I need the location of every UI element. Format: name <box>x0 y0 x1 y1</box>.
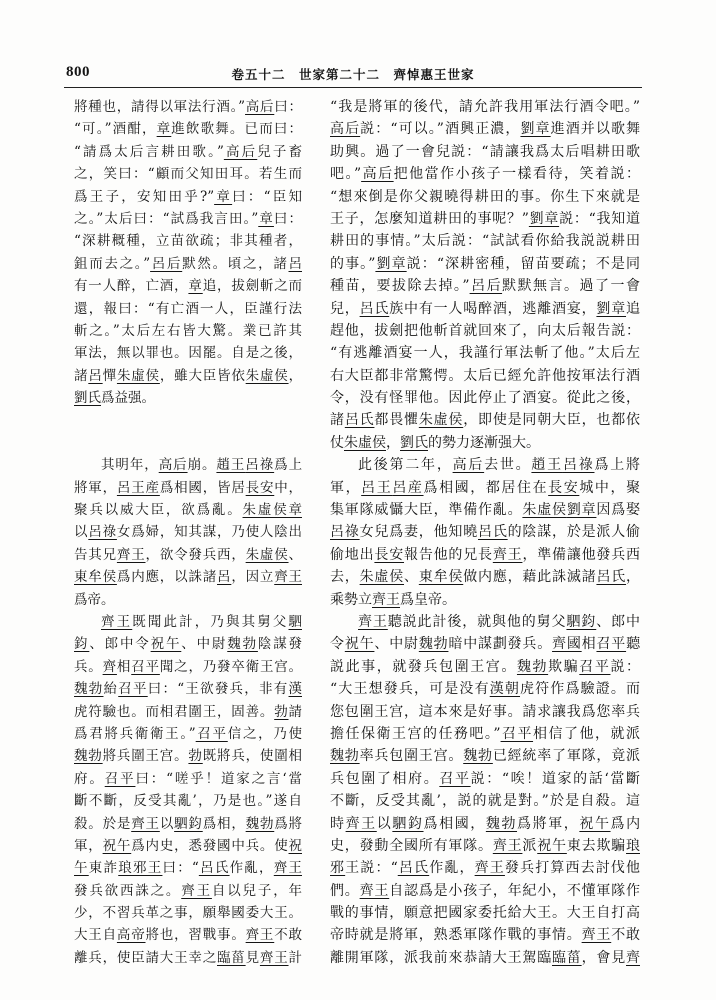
proper-name-underline: 呂后 <box>150 255 183 272</box>
classical-line: 府。召平曰：“嗟乎！道家之言‘當 <box>74 770 302 787</box>
header-rule <box>64 87 642 88</box>
translation-line: 王子，怎麼知道耕田的事呢？”劉章説：“我知道 <box>330 210 640 227</box>
proper-name-underline: 呂氏 <box>359 300 390 317</box>
classical-paragraph <box>74 454 302 611</box>
proper-name-underline: 召平 <box>195 725 228 742</box>
proper-name-underline: 齊王 <box>474 860 505 877</box>
proper-name-underline: 駟鈞 <box>174 815 203 832</box>
proper-name-underline: 高后 <box>330 121 361 138</box>
translation-line: 吧。”高后把他當作小孩子一樣看待，笑着説： <box>330 166 640 183</box>
proper-name-underline: 呂氏 <box>478 524 508 541</box>
classical-line: 鈞、郎中令祝午、中尉魏勃陰謀發 <box>74 636 302 653</box>
proper-name-underline: 呂后 <box>469 278 503 295</box>
proper-name-underline: 呂王 <box>361 479 393 496</box>
proper-name-underline: 朱虛侯 <box>245 367 289 384</box>
proper-name-underline: 勃 <box>188 748 203 765</box>
proper-name-underline: 召平 <box>118 681 148 698</box>
proper-name-underline: 長安 <box>548 479 580 496</box>
proper-name-underline: 祝午 <box>579 815 611 832</box>
classical-line: 大王自高帝將也，習戰事。齊王不敢 <box>74 927 302 944</box>
classical-line: 聚兵以威大臣，欲爲亂。朱虛侯章 <box>74 502 302 519</box>
translation-line: 擔任保衛王宫的任務吧。”召平相信了他，就派 <box>330 725 640 742</box>
translation-line: 離開軍隊，派我前來恭請大王駕臨臨菑，會見齊 <box>330 949 640 966</box>
classical-line: 爲帝。 <box>74 591 115 608</box>
proper-name-underline: 呂氏 <box>198 860 230 877</box>
proper-name-underline: 齊王 <box>492 837 523 854</box>
proper-name-underline: 齊王 <box>358 613 388 630</box>
proper-name-underline: 章 <box>288 502 302 519</box>
translation-line: 齊王聽説此計後，就與他的舅父駟鈞、郎中 <box>358 613 640 630</box>
translation-line: 趕他，拔劍把他斬首就回來了，向太后報告説： <box>330 322 640 339</box>
classical-line: 兵。齊相召平聞之，乃發卒衛王宫。 <box>74 658 302 675</box>
classical-line: 午東詐琅邪王曰：“呂氏作亂，齊王 <box>74 860 302 877</box>
translation-line: 史，發動全國所有軍隊。齊王派祝午東去欺騙琅 <box>330 837 640 854</box>
proper-name-underline: 劉章 <box>375 255 407 272</box>
classical-line: 將種也，請得以軍法行酒。”高后曰： <box>74 99 302 115</box>
proper-name-underline: 臨菑 <box>217 949 246 966</box>
translation-line: 您包圍王宫，這本來是好事。請求讓我爲您率兵 <box>330 703 640 720</box>
classical-paragraph <box>74 611 302 969</box>
proper-name-underline: 朱虛侯 <box>418 412 464 429</box>
running-title: 卷五十二 世家第二十二 齊悼惠王世家 <box>231 67 475 82</box>
proper-name-underline: 駟鈞 <box>566 613 597 630</box>
classical-line: 有一人醉，亡酒，章追，拔劍斬之而 <box>74 278 302 295</box>
translation-line: “有逃離酒宴一人，我謹行軍法斬了他。”太后左 <box>330 345 640 362</box>
proper-name-underline: 朱虛侯 <box>116 367 160 384</box>
classical-line: 虎符驗也。而相君圍王，固善。勃請 <box>74 703 302 720</box>
proper-name-underline: 呂祿 <box>88 524 117 541</box>
proper-name-underline: 長安 <box>245 479 275 496</box>
translation-line: 仗朱虛侯，劉氏的勢力逐漸强大。 <box>330 434 540 451</box>
translation-line: 此後第二年，高后去世。趙王呂祿爲上將 <box>358 457 640 474</box>
proper-name-underline: 勃 <box>274 703 289 720</box>
proper-name-underline: 高帝 <box>116 927 146 944</box>
proper-name-underline: 魏勃 <box>485 815 518 832</box>
proper-name-underline: 漢 <box>288 681 302 698</box>
proper-name-underline: 朱虛侯 <box>522 502 567 519</box>
translation-line: 兒，呂氏族中有一人喝醉酒，逃離酒宴，劉章追 <box>330 300 640 317</box>
classical-line: 鉏而去之。”呂后默然。頃之，諸呂 <box>74 255 302 272</box>
proper-name-underline: 高后 <box>452 457 485 474</box>
classical-paragraph <box>74 96 302 409</box>
proper-name-underline: 呂 <box>88 367 103 384</box>
translation-line: “大王想發兵，可是没有漢朝虎符作爲驗證。而 <box>330 681 640 698</box>
classical-line: 爲君將兵衛衛王。”召平信之，乃使 <box>74 725 302 742</box>
proper-name-underline: 齊王 <box>259 949 289 966</box>
proper-name-underline: 齊 <box>626 949 640 966</box>
translation-paragraph <box>330 96 640 454</box>
proper-name-underline: 齊王 <box>116 546 146 563</box>
proper-name-underline: 召平 <box>500 725 534 742</box>
translation-line: 耕田的事情。”太后説：“試試看你給我説説耕田 <box>330 233 640 250</box>
classical-line: 爲王子，安知田乎?”章曰：“臣知 <box>74 188 302 205</box>
proper-name-underline: 齊 <box>102 658 117 675</box>
proper-name-underline: 祝午 <box>537 837 567 854</box>
proper-name-underline: 長安 <box>374 546 405 563</box>
classical-line: 殺。於是齊王以駟鈞爲相，魏勃爲將 <box>74 815 302 832</box>
proper-name-underline: 齊國 <box>552 636 582 653</box>
proper-name-underline: 劉章 <box>596 300 627 317</box>
classical-line: “可。”酒酣，章進飲歌舞。已而曰： <box>74 121 302 138</box>
proper-name-underline: 呂氏 <box>596 569 627 586</box>
proper-name-underline: 齊王 <box>101 613 133 630</box>
translation-paragraph <box>330 454 640 611</box>
classical-line: 還，報曰：“有亡酒一人，臣謹行法 <box>74 300 302 317</box>
proper-name-underline: 劉章 <box>528 210 560 227</box>
translation-line: 諸呂氏都畏懼朱虛侯，即使是同朝大臣，也都依 <box>330 412 640 429</box>
proper-name-underline: 魏勃 <box>227 636 258 653</box>
proper-name-underline: 劉章 <box>520 121 551 138</box>
translation-line: 去，朱虛侯、東牟侯做内應，藉此誅滅諸呂氏， <box>330 569 640 586</box>
proper-name-underline: 駟鈞 <box>392 815 424 832</box>
proper-name-underline: 齊王 <box>372 591 400 608</box>
page-number: 800 <box>66 64 90 80</box>
classical-line: “深耕穊種，立苗欲疏；非其種者， <box>74 233 302 250</box>
classical-line: 其明年，高后崩。趙王呂祿爲上 <box>101 457 302 474</box>
proper-name-underline: 東牟侯 <box>418 569 464 586</box>
proper-name-underline: 魏勃 <box>74 748 103 765</box>
translation-line: 邪王説：“呂氏作亂，齊王發兵打算西去討伐他 <box>330 860 640 877</box>
classical-line: 之，笑曰：“顧而父知田耳。若生而 <box>74 166 302 183</box>
proper-name-underline: 朱虛侯 <box>344 434 386 451</box>
proper-name-underline: 産 <box>145 479 160 496</box>
proper-name-underline: 朱虛侯 <box>245 546 289 563</box>
proper-name-underline: 趙王 <box>531 457 563 474</box>
translation-line: 帝時就是將軍，熟悉軍隊作戰的事情。齊王不敢 <box>330 927 640 944</box>
proper-name-underline: 趙王 <box>216 457 246 474</box>
translation-line: 時齊王以駟鈞爲相國，魏勃爲將軍，祝午爲内 <box>330 815 640 832</box>
proper-name-underline: 午 <box>74 860 89 877</box>
proper-name-underline: 琅 <box>626 837 640 854</box>
classical-line: 齊王既聞此計，乃與其舅父駟 <box>101 613 302 630</box>
proper-name-underline: 章 <box>188 278 203 295</box>
classical-line: 軍，祝午爲内史，悉發國中兵。使祝 <box>74 837 302 854</box>
proper-name-underline: 齊王 <box>359 882 390 899</box>
proper-name-underline: 高后 <box>158 457 188 474</box>
classical-line: 諸呂憚朱虛侯，雖大臣皆依朱虛侯， <box>74 367 302 384</box>
translation-line: 偷地出長安報告他的兄長齊王，準備讓他發兵西 <box>330 546 640 563</box>
proper-name-underline: 齊王 <box>274 569 302 586</box>
translation-paragraph <box>330 611 640 969</box>
proper-name-underline: 齊王 <box>131 815 160 832</box>
proper-name-underline: 劉氏 <box>74 390 101 407</box>
translation-line: 説此事，就發兵包圍王宫。魏勃欺騙召平説： <box>330 658 640 675</box>
proper-name-underline: 琅邪王 <box>118 860 163 877</box>
translation-line: 集軍隊威懾大臣，準備作亂。朱虛侯劉章因爲娶 <box>330 502 640 519</box>
translation-line: 右大臣都非常驚愕。太后已經允許他按軍法行酒 <box>330 367 640 384</box>
proper-name-underline: 朱虛侯 <box>359 569 405 586</box>
proper-name-underline: 高后 <box>223 143 258 160</box>
proper-name-underline: 臨菑 <box>552 949 582 966</box>
proper-name-underline: 東牟侯 <box>74 569 117 586</box>
proper-name-underline: 朱虛侯 <box>242 502 289 519</box>
classical-line: 將軍，呂王産爲相國，皆居長安中， <box>74 479 302 496</box>
proper-name-underline: 魏勃 <box>245 815 275 832</box>
classical-line: 告其兄齊王，欲令發兵西，朱虛侯、 <box>74 546 302 563</box>
proper-name-underline: 齊王 <box>245 927 275 944</box>
proper-name-underline: 劉氏 <box>400 434 428 451</box>
proper-name-underline: 呂氏 <box>397 860 430 877</box>
classical-line: 斷不斷，反受其亂’，乃是也。”遂自 <box>74 793 302 810</box>
proper-name-underline: 呂祿 <box>330 524 360 541</box>
classical-line: 之。”太后曰：“試爲我言田。”章曰： <box>74 210 302 227</box>
translation-line: 乘勢立齊王爲皇帝。 <box>330 591 456 608</box>
classical-line: 軍法，無以罪也。因罷。自是之後， <box>74 345 302 362</box>
proper-name-underline: 召平 <box>439 770 471 787</box>
bilingual-body-text <box>74 96 640 969</box>
proper-name-underline: 呂 <box>217 569 232 586</box>
proper-name-underline: 齊王 <box>273 860 302 877</box>
proper-name-underline: 召平 <box>596 636 627 653</box>
classical-line: 斬之。”太后左右皆大驚。業已許其 <box>74 322 302 339</box>
proper-name-underline: 呂産 <box>392 479 424 496</box>
translation-line: “想來倒是你父親曉得耕田的事。你生下來就是 <box>330 188 640 205</box>
proper-name-underline: 高后 <box>361 166 394 183</box>
proper-name-underline: 高后 <box>245 99 275 115</box>
classical-line: 以呂祿女爲婦，知其謀，乃使人陰出 <box>74 524 302 541</box>
proper-name-underline: 魏勃 <box>463 748 493 765</box>
classical-line: “請爲太后言耕田歌。”高后兒子畜 <box>74 143 302 160</box>
proper-name-underline: 祝午 <box>150 636 182 653</box>
proper-name-underline: 齊王 <box>492 546 523 563</box>
proper-name-underline: 魏勃 <box>330 748 360 765</box>
proper-name-underline: 章 <box>258 210 274 227</box>
translation-line: 令祝午、中尉魏勃暗中謀劃發兵。齊國相召平聽 <box>330 636 640 653</box>
translation-line: 戰的事情，願意把國家委托給大王。大王自打高 <box>330 905 640 922</box>
proper-name-underline: 魏勃 <box>74 681 104 698</box>
proper-name-underline: 鈞 <box>74 636 90 653</box>
proper-name-underline: 齊王 <box>181 882 212 899</box>
proper-name-underline: 召平 <box>104 770 136 787</box>
translation-line: 們。齊王自認爲是小孩子，年紀小，不懂軍隊作 <box>330 882 640 899</box>
translation-line: 兵包圍了相府。召平説：“唉！道家的話‘當斷 <box>330 770 640 787</box>
translation-line: 種苗，要拔除去掉。”呂后默默無言。過了一會 <box>330 278 640 295</box>
classical-line: 發兵欲西誅之。齊王自以兒子，年 <box>74 882 302 899</box>
proper-name-underline: 呂氏 <box>344 412 375 429</box>
proper-name-underline: 齊王 <box>581 927 612 944</box>
proper-name-underline: 章 <box>214 188 233 205</box>
proper-name-underline: 呂王 <box>116 479 146 496</box>
classical-line: 東牟侯爲内應，以誅諸呂，因立齊王 <box>74 569 302 586</box>
proper-name-underline: 魏勃 <box>418 636 449 653</box>
proper-name-underline: 魏勃 <box>516 658 549 675</box>
classical-line: 少，不習兵革之事，願舉國委大王。 <box>74 905 302 922</box>
translation-line: 助興。過了一會兒説：“請讓我爲太后唱耕田歌 <box>330 143 640 160</box>
proper-name-underline: 漢朝 <box>489 681 521 698</box>
proper-name-underline: 章 <box>156 121 172 138</box>
translation-line: 呂祿女兒爲妻，他知曉呂氏的陰謀，於是派人偷 <box>330 524 640 541</box>
proper-name-underline: 祝午 <box>344 636 375 653</box>
translation-line: 不斷，反受其亂’，説的就是對。”於是自殺。這 <box>330 793 640 810</box>
proper-name-underline: 召平 <box>131 658 160 675</box>
classical-line: 魏勃將兵圍王宫。勃既將兵，使圍相 <box>74 748 302 765</box>
proper-name-underline: 駟 <box>288 613 302 630</box>
proper-name-underline: 呂祿 <box>562 457 595 474</box>
translation-line: 魏勃率兵包圍王宫。魏勃已經統率了軍隊，竟派 <box>330 748 640 765</box>
translation-line: 高后説：“可以。”酒興正濃，劉章進酒并以歌舞 <box>330 121 640 138</box>
classical-line: 魏勃紿召平曰：“王欲發兵，非有漢 <box>74 681 302 698</box>
classical-line: 離兵，使臣請大王幸之臨菑見齊王計 <box>74 949 302 966</box>
translation-line: “我是將軍的後代，請允許我用軍法行酒令吧。” <box>330 99 640 115</box>
proper-name-underline: 呂 <box>288 255 302 272</box>
proper-name-underline: 祝 <box>288 837 302 854</box>
proper-name-underline: 召平 <box>579 658 611 675</box>
translation-line: 軍，呂王呂産爲相國，都居住在長安城中，聚 <box>330 479 640 496</box>
translation-line: 的事。”劉章説：“深耕密種，留苗要疏；不是同 <box>330 255 640 272</box>
proper-name-underline: 齊王 <box>345 815 377 832</box>
translation-line: 令，没有怪罪他。因此停止了酒宴。從此之後， <box>330 390 640 407</box>
proper-name-underline: 邪 <box>330 860 346 877</box>
proper-name-underline: 祝午 <box>102 837 132 854</box>
proper-name-underline: 劉章 <box>566 502 597 519</box>
proper-name-underline: 呂祿 <box>245 457 275 474</box>
classical-line: 劉氏爲益强。 <box>74 390 155 407</box>
